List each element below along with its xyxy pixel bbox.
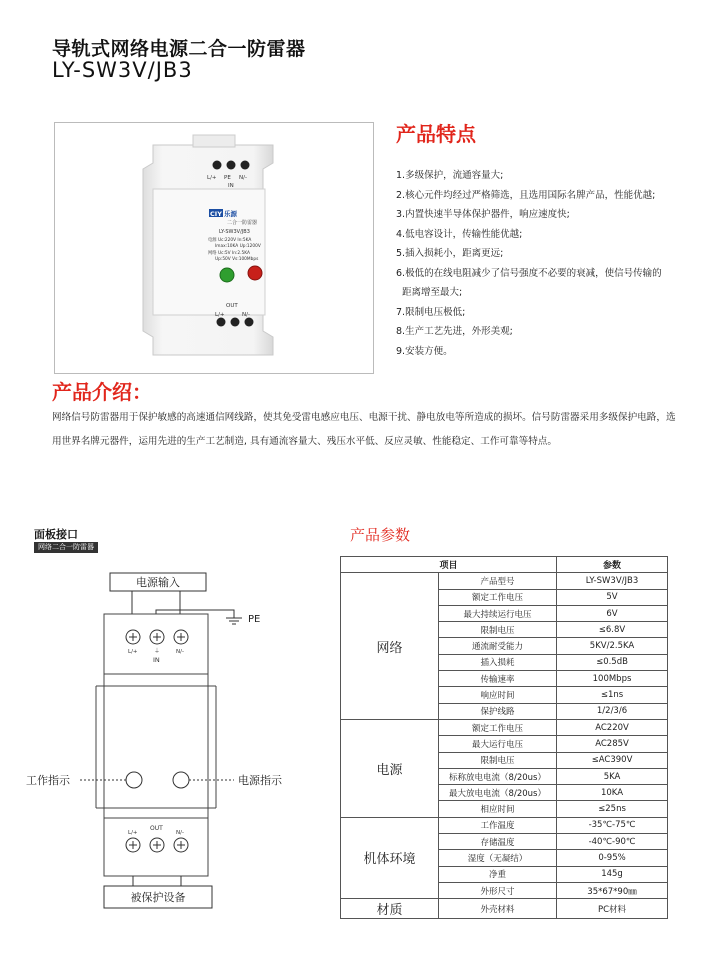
photo-in-label: IN bbox=[228, 183, 234, 189]
table-row: 插入损耗 ≤0.5dB bbox=[341, 654, 668, 670]
table-row: 限制电压 ≤6.8V bbox=[341, 622, 668, 638]
feature-item: 5.插入损耗小，距离更远; bbox=[396, 248, 504, 259]
feature-item: 8.生产工艺先进，外形美观; bbox=[396, 326, 513, 337]
table-row: 网络 产品型号 LY-SW3V/JB3 bbox=[341, 573, 668, 589]
table-row: 存储温度 -40℃-90℃ bbox=[341, 834, 668, 850]
features-list bbox=[396, 166, 696, 361]
photo-model: LY-SW3V/JB3 bbox=[219, 229, 250, 235]
photo-spec-3: 网络 Uc:5V In:2.5KA bbox=[208, 251, 250, 256]
table-row: 限制电压 ≤AC390V bbox=[341, 752, 668, 768]
work-indicator-icon bbox=[126, 772, 142, 788]
photo-bterm-n: N/- bbox=[242, 312, 250, 318]
intro-title: 产品介绍： bbox=[52, 380, 152, 404]
bottom-term-l: L/+ bbox=[128, 830, 138, 836]
out-label: OUT bbox=[150, 825, 163, 832]
bottom-term-n: N/- bbox=[176, 830, 184, 836]
table-row: 响应时间 ≤1ns bbox=[341, 687, 668, 703]
photo-spec-1: 电源 Uc:220V In:5KA bbox=[208, 238, 252, 243]
photo-bterm-l: L/+ bbox=[215, 312, 225, 318]
photo-term-n: N/- bbox=[239, 175, 247, 181]
svg-text:乐源: 乐源 bbox=[224, 210, 237, 218]
group-material: 材质 bbox=[341, 899, 439, 919]
table-header-row bbox=[341, 557, 668, 573]
table-row: 额定工作电压 5V bbox=[341, 589, 668, 605]
top-term-n: N/- bbox=[176, 649, 184, 655]
photo-subtitle: 二合一防雷器 bbox=[227, 220, 258, 226]
feature-item: 7.限制电压极低; bbox=[396, 306, 466, 318]
product-photo bbox=[54, 122, 374, 374]
work-led-icon bbox=[220, 268, 234, 282]
feature-item: 9.安装方便。 bbox=[396, 345, 453, 357]
panel-subtitle: 网络二合一防雷器 bbox=[34, 542, 98, 553]
table-row: 电源 额定工作电压 AC220V bbox=[341, 719, 668, 735]
table-row: 湿度（无凝结） 0-95% bbox=[341, 850, 668, 866]
col-header-item: 项目 bbox=[341, 557, 557, 573]
table-row: 传输速率 100Mbps bbox=[341, 671, 668, 687]
group-network: 网络 bbox=[341, 573, 439, 720]
page-title: 导轨式网络电源二合一防雷器 bbox=[52, 38, 306, 60]
table-row: 通流耐受能力 5KV/2.5KA bbox=[341, 638, 668, 654]
in-label: IN bbox=[153, 656, 160, 664]
top-term-l: L/+ bbox=[128, 649, 138, 655]
table-row: 机体环境 工作温度 -35℃-75℃ bbox=[341, 817, 668, 833]
params-table bbox=[340, 556, 668, 919]
protected-device-label: 被保护设备 bbox=[130, 891, 186, 904]
photo-spec-2: Imax:10KA Up:1200V bbox=[215, 244, 261, 249]
power-input-label: 电源输入 bbox=[136, 576, 180, 589]
device-illustration bbox=[55, 123, 373, 373]
bottom-terminal-screws bbox=[126, 838, 188, 852]
col-header-param: 参数 bbox=[557, 557, 668, 573]
top-terminal-screws bbox=[126, 630, 188, 644]
table-row: 相应时间 ≤25ns bbox=[341, 801, 668, 817]
feature-item: 6.极低的在线电阻减少了信号强度不必要的衰减，使信号传输的 距离增至最大; bbox=[396, 267, 662, 298]
feature-item: 3.内置快速半导体保护器件，响应速度快; bbox=[396, 209, 570, 220]
photo-spec-4: Up:50V Vs:100Mbps bbox=[215, 257, 259, 262]
power-indicator-icon bbox=[173, 772, 189, 788]
svg-text:CIY: CIY bbox=[210, 210, 222, 218]
table-row: 保护线路 1/2/3/6 bbox=[341, 703, 668, 719]
table-row: 材质 外壳材料 PC材料 bbox=[341, 899, 668, 919]
photo-term-l: L/+ bbox=[207, 175, 217, 181]
pe-label: PE bbox=[248, 614, 261, 625]
work-indicator-label: 工作指示 bbox=[26, 774, 70, 787]
group-environment: 机体环境 bbox=[341, 817, 439, 898]
panel-diagram bbox=[0, 560, 330, 953]
table-row: 最大放电电流（8/20us） 10KA bbox=[341, 785, 668, 801]
feature-item: 1.多级保护，流通容量大; bbox=[396, 170, 504, 181]
table-row: 最大运行电压 AC285V bbox=[341, 736, 668, 752]
photo-term-pe: PE bbox=[224, 175, 231, 181]
top-term-pe-icon: ⏚ bbox=[154, 648, 161, 655]
table-row: 外形尺寸 35*67*90㎜ bbox=[341, 882, 668, 898]
brand-logo bbox=[209, 209, 238, 218]
feature-item: 2.核心元件均经过严格筛选，且选用国际名牌产品，性能优越; bbox=[396, 189, 656, 201]
power-indicator-label: 电源指示 bbox=[238, 774, 282, 787]
table-row: 最大持续运行电压 6V bbox=[341, 605, 668, 621]
params-title: 产品参数 bbox=[350, 526, 411, 544]
features-title: 产品特点 bbox=[396, 122, 476, 146]
intro-text: 网络信号防雷器用于保护敏感的高速通信网线路，使其免受雷电感应电压、电源干扰、静电放电等所造成的损坏。信号防雷器采用多级保护电路，选用世界名牌元器件，运用先进的生产工艺制造, 具有通流容量大、残压水平低、反应灵敏、性能稳定、工作可靠等特点。 bbox=[52, 412, 676, 447]
panel-title: 面板接口 bbox=[34, 528, 78, 541]
table-row: 净重 145g bbox=[341, 866, 668, 882]
model-title: LY-SW3V/JB3 bbox=[52, 58, 193, 82]
feature-item: 4.低电容设计，传输性能优越; bbox=[396, 228, 523, 240]
group-power: 电源 bbox=[341, 719, 439, 817]
power-led-icon bbox=[248, 266, 262, 280]
table-row: 标称放电电流（8/20us） 5KA bbox=[341, 768, 668, 784]
photo-out-label: OUT bbox=[226, 303, 238, 309]
